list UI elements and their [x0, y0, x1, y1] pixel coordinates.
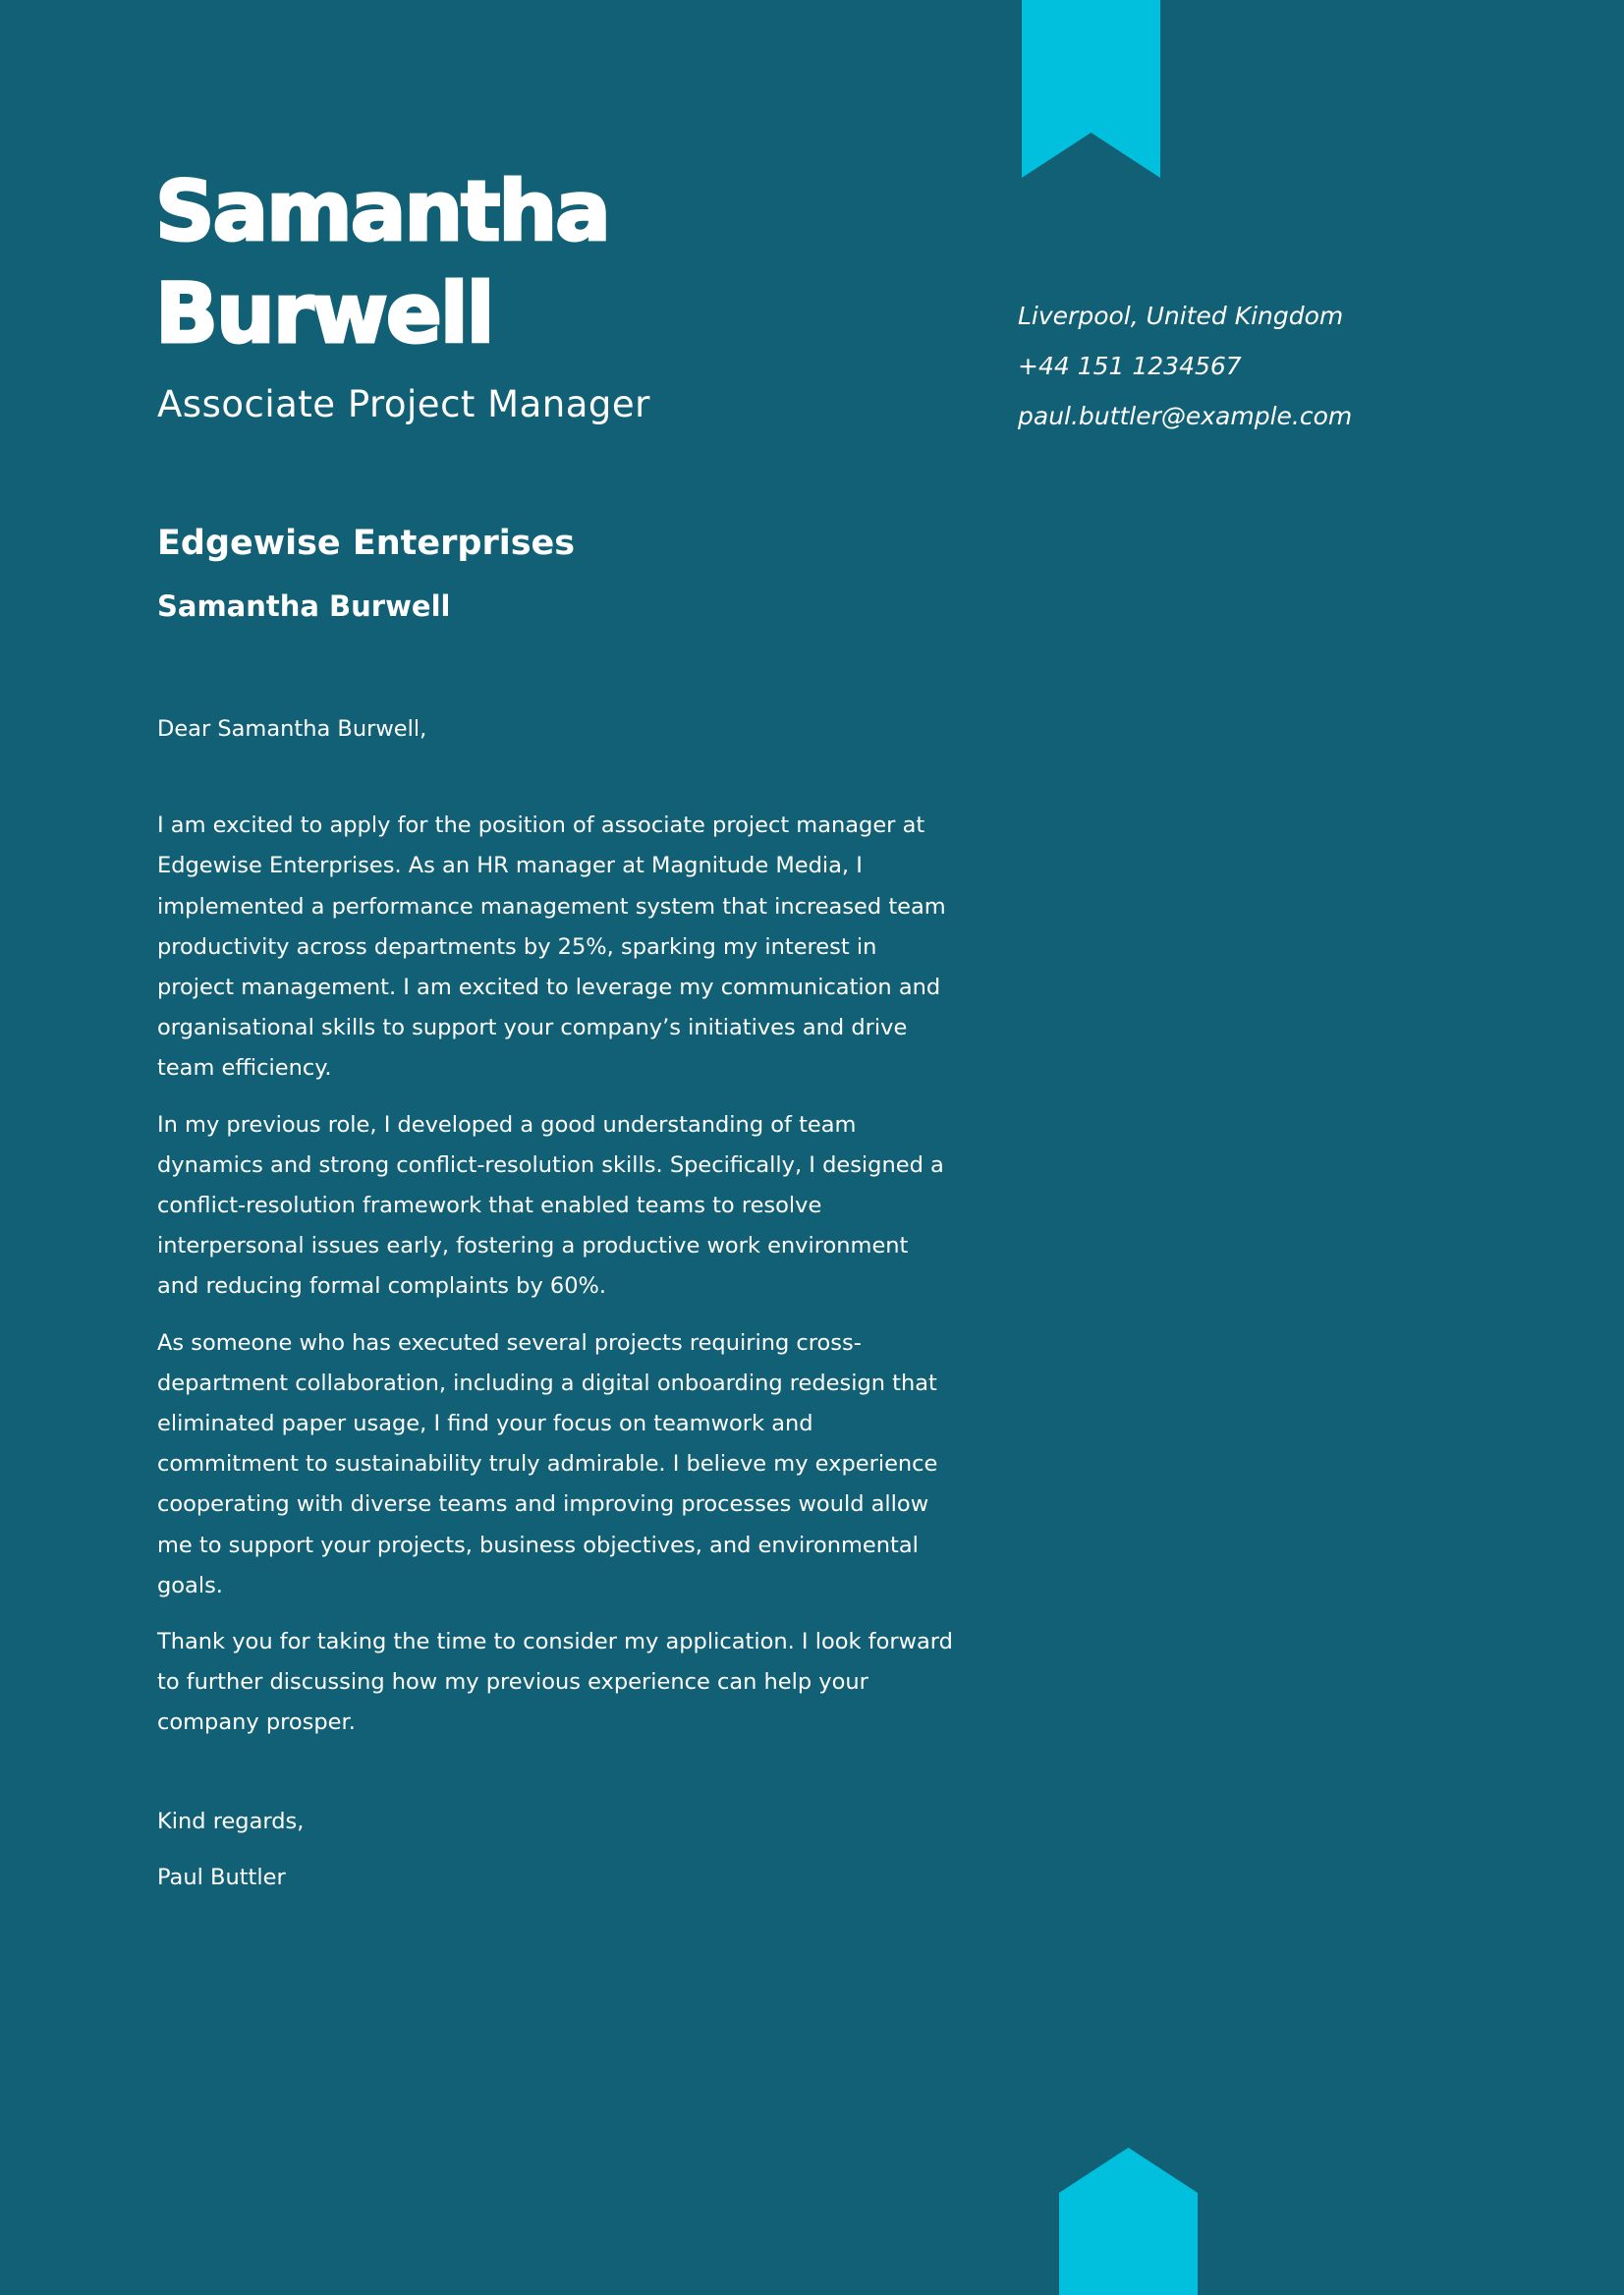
applicant-last-name: Burwell [155, 265, 493, 362]
bookmark-ribbon-top-shape [1022, 0, 1160, 178]
letter-paragraph-3: As someone who has executed several projects requiring cross-department collaboration, including a digital onboarding redesign that eliminated paper usage, I find your focus on teamwork and commitment to sustainability truly admirable. I believe my experience cooperating with diverse teams and improving processes would allow me to support your projects, business objectives, and environmental goals. [157, 1329, 938, 1598]
letter-closing: Kind regards, [157, 1808, 305, 1834]
job-title: Associate Project Manager [157, 383, 650, 425]
recipient-name: Samantha Burwell [157, 589, 451, 623]
letter-salutation: Dear Samantha Burwell, [157, 716, 427, 742]
letter-body [157, 709, 953, 1898]
applicant-name [155, 160, 609, 364]
letter-paragraph-4: Thank you for taking the time to consider my application. I look forward to further discussing how my previous experience can help your company prosper. [157, 1629, 953, 1736]
letter-paragraph-1: I am excited to apply for the position of associate project manager at Edgewise Enterprises. As an HR manager at Magnitude Media, I implemented a performance management system that increased team productivity across departments by 25%, sparking my interest in project management. I am excited to leverage my communication and organisational skills to support your company’s initiatives and drive team efficiency. [157, 812, 946, 1082]
bookmark-ribbon-bottom [1059, 2148, 1198, 2295]
contact-block [1018, 291, 1352, 441]
letter-signature: Paul Buttler [157, 1864, 286, 1890]
contact-email: paul.buttler@example.com [1018, 402, 1353, 430]
letter-paragraph-2: In my previous role, I developed a good understanding of team dynamics and strong conflict-resolution skills. Specifically, I designed a conflict-resolution framework that enabled teams to resolve interpersonal issues early, fostering a productive work environment and reducing formal complaints by 60%. [157, 1111, 944, 1300]
contact-location: Liverpool, United Kingdom [1018, 302, 1344, 330]
bookmark-ribbon-bottom-shape [1059, 2148, 1198, 2295]
applicant-first-name: Samantha [155, 163, 609, 259]
contact-phone: +44 151 1234567 [1018, 352, 1242, 380]
bookmark-ribbon-top [1022, 0, 1160, 179]
recipient-company: Edgewise Enterprises [157, 524, 576, 563]
